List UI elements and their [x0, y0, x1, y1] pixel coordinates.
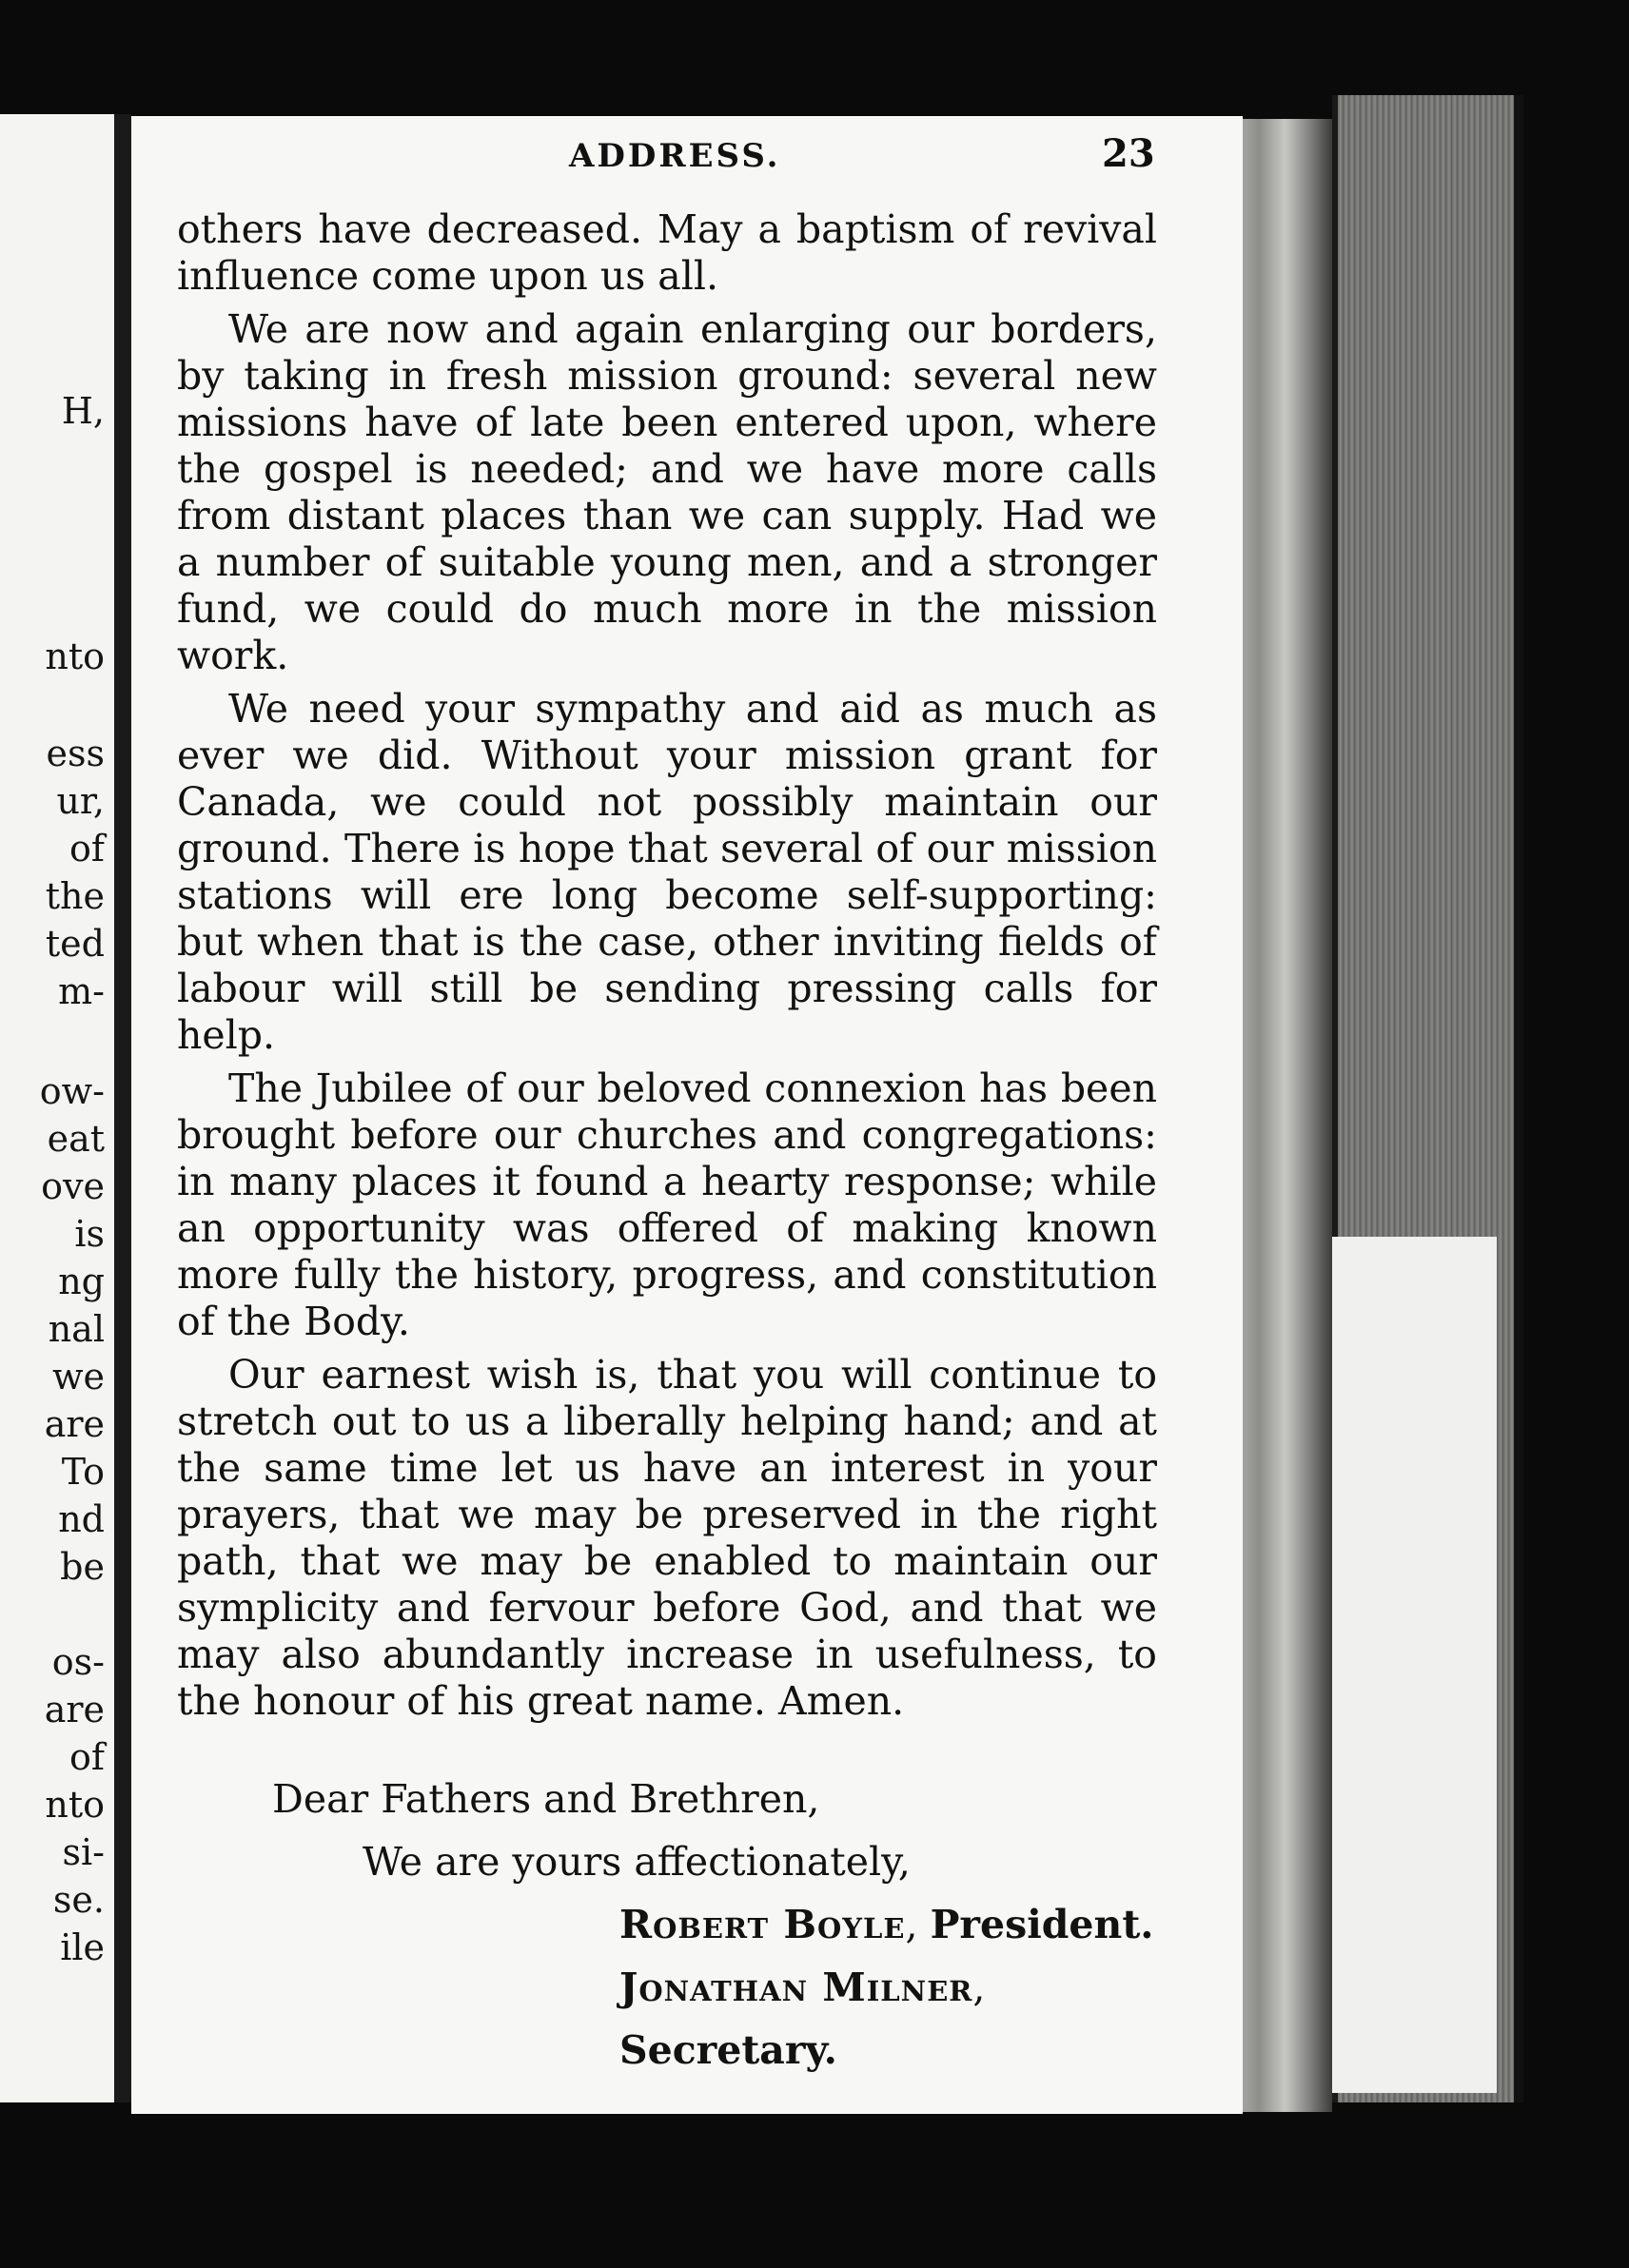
left-page-fragment: ted: [45, 923, 105, 965]
left-page-fragment: ur,: [56, 780, 105, 822]
left-page-fragment: nto: [45, 1784, 105, 1826]
left-page-fragment: To: [61, 1451, 105, 1493]
left-page-fragment: of: [69, 828, 105, 870]
left-page-fragment: nal: [48, 1308, 105, 1350]
left-page-fragment: nto: [45, 635, 105, 677]
running-head: ADDRESS.: [569, 137, 781, 175]
page-header: [131, 126, 1243, 183]
letter-closing: [177, 1768, 1186, 2082]
left-page-fragment: be: [60, 1546, 105, 1588]
left-page-fragment: ess: [46, 733, 105, 774]
signature-secretary: [619, 1956, 1186, 2082]
left-page-fragment: ng: [58, 1261, 105, 1302]
body-text: [177, 206, 1157, 1731]
left-page-fragment: si-: [62, 1831, 105, 1873]
left-page-fragment: os-: [51, 1641, 105, 1683]
paragraph-continuation: others have decreased. May a baptism of revival influence come upon us all.: [177, 206, 1157, 299]
left-page-fragment: eat: [47, 1118, 105, 1160]
signature-president: [619, 1893, 1186, 1956]
left-page-fragment: ile: [60, 1926, 105, 1968]
left-page-fragment: ove: [41, 1165, 105, 1207]
signatory-role: Secretary.: [619, 2027, 837, 2073]
page-number: 23: [1102, 131, 1155, 176]
left-page-fragment: nd: [58, 1498, 105, 1540]
left-page-fragment: we: [51, 1356, 105, 1398]
left-page-fragment: are: [44, 1403, 105, 1445]
left-page-fragment: are: [44, 1689, 105, 1730]
left-page-fragment: m-: [58, 970, 105, 1012]
paragraph: We need your sympathy and aid as much as ever we did. Without your mission grant for Canada, we could not possibly maintain our ground. There is hope that several of our mission stations will ere long become self-supporting: but when that is the case, other inviting fields of labour will still be sending pressing calls for help.: [177, 686, 1157, 1058]
paragraph: Our earnest wish is, that you will continue to stretch out to us a liberally helping hand; and at the same time let us have an interest in your prayers, that we may be preserved in the right path, that we may be enabled to maintain our symplicity and fervour before God, and that we may also abundantly increase in usefulness, to the honour of his great name. Amen.: [177, 1352, 1157, 1724]
signature-comma: ,: [972, 1965, 986, 2010]
left-page-fragment: H,: [61, 390, 105, 432]
signatory-name: Robert Boyle: [619, 1902, 906, 1947]
page-edge: [1227, 119, 1332, 2112]
book-gutter: [114, 114, 131, 2102]
signatory-role: President.: [930, 1902, 1154, 1947]
left-page-fragment: ow-: [39, 1070, 105, 1112]
left-page-fragment: of: [69, 1736, 105, 1778]
left-page-fragment: the: [45, 875, 105, 917]
signature-comma: ,: [905, 1902, 931, 1947]
paragraph: We are now and again enlarging our borders, by taking in fresh mission ground: several new missions have of late been entered upon, where the gospel is needed; and we have more calls from distant places than we can supply. Had we a number of suitable young men, and a stronger fund, we could do much more in the mission work.: [177, 306, 1157, 678]
left-facing-page: [0, 114, 114, 2102]
valediction: We are yours affectionately,: [363, 1839, 911, 1885]
left-page-fragment: is: [74, 1213, 105, 1255]
salutation: Dear Fathers and Brethren,: [272, 1776, 820, 1822]
paragraph: The Jubilee of our beloved connexion has been brought before our churches and congregations: in many places it found a hearty response; while an opportunity was offered of making known more fully the history, progress, and constitution of the Body.: [177, 1066, 1157, 1344]
signatory-name: Jonathan Milner: [619, 1965, 973, 2010]
left-page-fragment: se.: [52, 1879, 105, 1921]
